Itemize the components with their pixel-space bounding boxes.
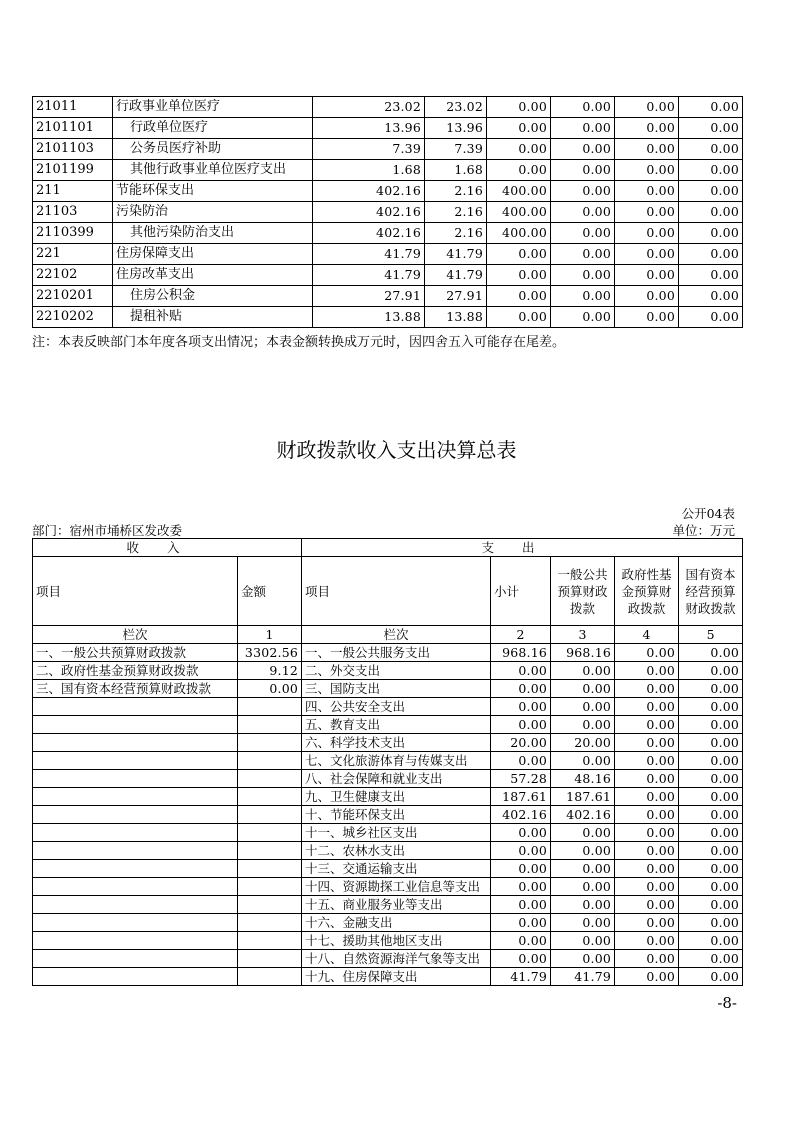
col-4: 4 [615,626,679,644]
subtotal-value: 0.00 [491,662,551,680]
state-capital-value: 0.00 [679,878,743,896]
expense-item: 十三、交通运输支出 [302,860,491,878]
table-row [33,734,743,752]
income-amount [238,806,302,824]
income-item [33,932,238,950]
header-sub-row [33,557,743,626]
row-value: 2.16 [425,181,487,202]
state-capital-value: 0.00 [679,896,743,914]
income-item [33,806,238,824]
state-capital-value: 0.00 [679,644,743,662]
gov-fund-value: 0.00 [615,680,679,698]
row-value: 0.00 [551,244,615,265]
general-budget-value: 0.00 [551,662,615,680]
income-item [33,752,238,770]
table-row [33,160,743,181]
row-value: 400.00 [487,181,551,202]
general-budget-value: 0.00 [551,932,615,950]
row-value: 0.00 [487,265,551,286]
row-value: 0.00 [551,118,615,139]
income-item [33,914,238,932]
expense-detail-table [32,96,743,328]
row-value: 0.00 [679,244,743,265]
general-budget-value: 0.00 [551,950,615,968]
col-label-2: 栏次 [302,626,491,644]
expense-item: 十五、商业服务业等支出 [302,896,491,914]
table-row [33,752,743,770]
gov-fund-value: 0.00 [615,662,679,680]
income-item [33,770,238,788]
income-amount [238,842,302,860]
state-capital-value: 0.00 [679,950,743,968]
col-2: 2 [491,626,551,644]
income-item [33,878,238,896]
row-name: 住房公积金 [113,286,313,307]
row-value: 2.16 [425,223,487,244]
col-5: 5 [679,626,743,644]
state-capital-value: 0.00 [679,806,743,824]
income-amount [238,896,302,914]
general-budget-value: 0.00 [551,878,615,896]
general-budget-value: 0.00 [551,824,615,842]
row-value: 7.39 [425,139,487,160]
gov-fund-value: 0.00 [615,734,679,752]
gov-fund-value: 0.00 [615,896,679,914]
gov-fund-value: 0.00 [615,824,679,842]
table-row [33,139,743,160]
expense-item: 九、卫生健康支出 [302,788,491,806]
table-row [33,896,743,914]
income-item [33,968,238,986]
row-code: 21011 [33,97,113,118]
income-amount [238,950,302,968]
row-value: 0.00 [551,181,615,202]
row-code: 221 [33,244,113,265]
general-budget-value: 0.00 [551,896,615,914]
state-capital-value: 0.00 [679,842,743,860]
expense-item: 三、国防支出 [302,680,491,698]
row-value: 27.91 [425,286,487,307]
row-value: 0.00 [679,97,743,118]
income-amount [238,878,302,896]
row-name: 其他污染防治支出 [113,223,313,244]
row-value: 0.00 [551,265,615,286]
expense-item: 十二、农林水支出 [302,842,491,860]
expense-item: 十八、自然资源海洋气象等支出 [302,950,491,968]
gov-fund-value: 0.00 [615,932,679,950]
row-value: 0.00 [615,139,679,160]
row-value: 400.00 [487,202,551,223]
row-code: 2101101 [33,118,113,139]
subtotal-value: 402.16 [491,806,551,824]
row-value: 23.02 [313,97,425,118]
expense-header: 支出 [302,539,743,557]
income-item: 一、一般公共预算财政拨款 [33,644,238,662]
income-amount [238,698,302,716]
row-code: 2110399 [33,223,113,244]
income-item [33,698,238,716]
row-name: 住房改革支出 [113,265,313,286]
income-amount: 9.12 [238,662,302,680]
unit-label: 单位：万元 [672,523,735,538]
general-budget-value: 0.00 [551,860,615,878]
subtotal-value: 0.00 [491,860,551,878]
table-row [33,806,743,824]
row-code: 21103 [33,202,113,223]
row-value: 13.96 [313,118,425,139]
row-value: 0.00 [615,97,679,118]
income-item [33,788,238,806]
gov-fund-header: 政府性基金预算财政拨款 [615,557,679,626]
subtotal-value: 0.00 [491,878,551,896]
income-item [33,734,238,752]
table-row [33,181,743,202]
table-row [33,307,743,328]
expense-item-header: 项目 [302,557,491,626]
row-value: 0.00 [551,97,615,118]
row-value: 0.00 [615,223,679,244]
income-amount [238,860,302,878]
row-name: 行政事业单位医疗 [113,97,313,118]
table-row [33,97,743,118]
gov-fund-value: 0.00 [615,914,679,932]
page-title: 财政拨款收入支出决算总表 [276,438,517,462]
row-value: 23.02 [425,97,487,118]
subtotal-value: 0.00 [491,752,551,770]
expense-item: 十九、住房保障支出 [302,968,491,986]
row-value: 0.00 [615,118,679,139]
state-capital-value: 0.00 [679,860,743,878]
row-name: 其他行政事业单位医疗支出 [113,160,313,181]
row-value: 0.00 [551,307,615,328]
row-value: 0.00 [679,139,743,160]
table-row [33,118,743,139]
table-row [33,914,743,932]
table-row [33,824,743,842]
table-row [33,698,743,716]
table-row [33,680,743,698]
row-value: 0.00 [615,160,679,181]
row-value: 402.16 [313,202,425,223]
row-value: 400.00 [487,223,551,244]
subtotal-value: 57.28 [491,770,551,788]
row-code: 2210201 [33,286,113,307]
subtotal-value: 20.00 [491,734,551,752]
subtotal-value: 0.00 [491,716,551,734]
fiscal-summary-table [32,538,743,986]
expense-item: 十六、金融支出 [302,914,491,932]
income-item [33,716,238,734]
expense-item: 六、科学技术支出 [302,734,491,752]
income-item [33,824,238,842]
row-value: 41.79 [313,244,425,265]
table-row [33,202,743,223]
general-budget-value: 0.00 [551,680,615,698]
state-capital-value: 0.00 [679,824,743,842]
row-value: 1.68 [425,160,487,181]
table-row [33,950,743,968]
table-row [33,968,743,986]
state-capital-header: 国有资本经营预算财政拨款 [679,557,743,626]
row-value: 0.00 [615,286,679,307]
row-value: 0.00 [679,223,743,244]
table-row [33,644,743,662]
gov-fund-value: 0.00 [615,770,679,788]
income-amount: 3302.56 [238,644,302,662]
row-code: 22102 [33,265,113,286]
table-row [33,932,743,950]
row-value: 1.68 [313,160,425,181]
column-number-row [33,626,743,644]
department-label: 部门：宿州市埇桥区发改委 [32,523,183,538]
row-value: 0.00 [679,118,743,139]
income-amount [238,734,302,752]
gov-fund-value: 0.00 [615,968,679,986]
income-amount [238,914,302,932]
table-row [33,878,743,896]
state-capital-value: 0.00 [679,770,743,788]
income-amount [238,824,302,842]
table-row [33,842,743,860]
general-budget-value: 0.00 [551,842,615,860]
row-value: 13.88 [313,307,425,328]
income-item [33,860,238,878]
subtotal-value: 0.00 [491,824,551,842]
row-value: 13.88 [425,307,487,328]
row-code: 2101199 [33,160,113,181]
row-value: 0.00 [487,286,551,307]
subtotal-value: 968.16 [491,644,551,662]
gov-fund-value: 0.00 [615,950,679,968]
row-value: 0.00 [487,160,551,181]
general-budget-value: 41.79 [551,968,615,986]
gov-fund-value: 0.00 [615,806,679,824]
row-name: 节能环保支出 [113,181,313,202]
row-value: 0.00 [615,244,679,265]
table-row [33,286,743,307]
income-amount-header: 金额 [238,557,302,626]
expense-item: 二、外交支出 [302,662,491,680]
row-code: 2210202 [33,307,113,328]
row-code: 2101103 [33,139,113,160]
income-amount: 0.00 [238,680,302,698]
subtotal-value: 0.00 [491,896,551,914]
row-value: 0.00 [679,160,743,181]
general-budget-value: 0.00 [551,914,615,932]
row-value: 0.00 [551,223,615,244]
subtotal-value: 0.00 [491,698,551,716]
state-capital-value: 0.00 [679,734,743,752]
table-row [33,223,743,244]
col-label: 栏次 [33,626,238,644]
state-capital-value: 0.00 [679,752,743,770]
subtotal-value: 187.61 [491,788,551,806]
state-capital-value: 0.00 [679,788,743,806]
row-value: 41.79 [313,265,425,286]
expense-item: 七、文化旅游体育与传媒支出 [302,752,491,770]
income-item: 二、政府性基金预算财政拨款 [33,662,238,680]
gov-fund-value: 0.00 [615,716,679,734]
expense-item: 十一、城乡社区支出 [302,824,491,842]
state-capital-value: 0.00 [679,968,743,986]
row-value: 0.00 [487,139,551,160]
row-value: 0.00 [551,160,615,181]
income-item: 三、国有资本经营预算财政拨款 [33,680,238,698]
expense-item: 十、节能环保支出 [302,806,491,824]
row-name: 公务员医疗补助 [113,139,313,160]
income-amount [238,770,302,788]
gov-fund-value: 0.00 [615,698,679,716]
expense-item: 五、教育支出 [302,716,491,734]
row-value: 0.00 [679,202,743,223]
general-budget-value: 0.00 [551,752,615,770]
gov-fund-value: 0.00 [615,644,679,662]
row-value: 402.16 [313,181,425,202]
state-capital-value: 0.00 [679,932,743,950]
gov-fund-value: 0.00 [615,788,679,806]
col-3: 3 [551,626,615,644]
gov-fund-value: 0.00 [615,842,679,860]
row-name: 行政单位医疗 [113,118,313,139]
row-value: 27.91 [313,286,425,307]
table-row [33,265,743,286]
subtotal-value: 0.00 [491,932,551,950]
gov-fund-value: 0.00 [615,752,679,770]
income-item [33,842,238,860]
row-value: 13.96 [425,118,487,139]
header-main-row [33,539,743,557]
row-value: 41.79 [425,265,487,286]
row-name: 污染防治 [113,202,313,223]
income-header: 收入 [33,539,302,557]
gov-fund-value: 0.00 [615,860,679,878]
expense-item: 八、社会保障和就业支出 [302,770,491,788]
subtotal-value: 41.79 [491,968,551,986]
row-code: 211 [33,181,113,202]
subtotal-value: 0.00 [491,950,551,968]
general-budget-value: 187.61 [551,788,615,806]
row-value: 2.16 [425,202,487,223]
state-capital-value: 0.00 [679,914,743,932]
row-value: 41.79 [425,244,487,265]
income-item-header: 项目 [33,557,238,626]
row-name: 住房保障支出 [113,244,313,265]
row-value: 0.00 [551,139,615,160]
table-note: 注：本表反映部门本年度各项支出情况；本表金额转换成万元时，因四舍五入可能存在尾差。 [32,335,566,350]
expense-item: 十七、援助其他地区支出 [302,932,491,950]
state-capital-value: 0.00 [679,716,743,734]
subtotal-header: 小计 [491,557,551,626]
row-value: 0.00 [487,97,551,118]
table-row [33,662,743,680]
table-row [33,860,743,878]
subtotal-value: 0.00 [491,680,551,698]
general-budget-value: 402.16 [551,806,615,824]
income-item [33,896,238,914]
row-name: 提租补贴 [113,307,313,328]
row-value: 0.00 [679,286,743,307]
row-value: 0.00 [615,265,679,286]
state-capital-value: 0.00 [679,698,743,716]
general-budget-header: 一般公共预算财政拨款 [551,557,615,626]
state-capital-value: 0.00 [679,680,743,698]
table-row [33,244,743,265]
row-value: 0.00 [679,181,743,202]
row-value: 0.00 [679,265,743,286]
row-value: 0.00 [551,202,615,223]
income-item [33,950,238,968]
row-value: 0.00 [679,307,743,328]
row-value: 0.00 [615,307,679,328]
expense-item: 四、公共安全支出 [302,698,491,716]
row-value: 0.00 [615,181,679,202]
row-value: 0.00 [551,286,615,307]
row-value: 0.00 [487,118,551,139]
col-1: 1 [238,626,302,644]
row-value: 402.16 [313,223,425,244]
table-row [33,788,743,806]
expense-item: 一、一般公共服务支出 [302,644,491,662]
general-budget-value: 968.16 [551,644,615,662]
table-row [33,716,743,734]
row-value: 0.00 [487,244,551,265]
general-budget-value: 0.00 [551,716,615,734]
page-number: -8- [717,994,737,1012]
subtotal-value: 0.00 [491,842,551,860]
income-amount [238,788,302,806]
table-row [33,770,743,788]
general-budget-value: 0.00 [551,698,615,716]
row-value: 7.39 [313,139,425,160]
row-value: 0.00 [615,202,679,223]
general-budget-value: 48.16 [551,770,615,788]
gov-fund-value: 0.00 [615,878,679,896]
state-capital-value: 0.00 [679,662,743,680]
income-amount [238,716,302,734]
income-amount [238,932,302,950]
income-amount [238,752,302,770]
subtotal-value: 0.00 [491,914,551,932]
row-value: 0.00 [487,307,551,328]
expense-item: 十四、资源勘探工业信息等支出 [302,878,491,896]
income-amount [238,968,302,986]
table-number: 公开04表 [681,506,735,521]
general-budget-value: 20.00 [551,734,615,752]
